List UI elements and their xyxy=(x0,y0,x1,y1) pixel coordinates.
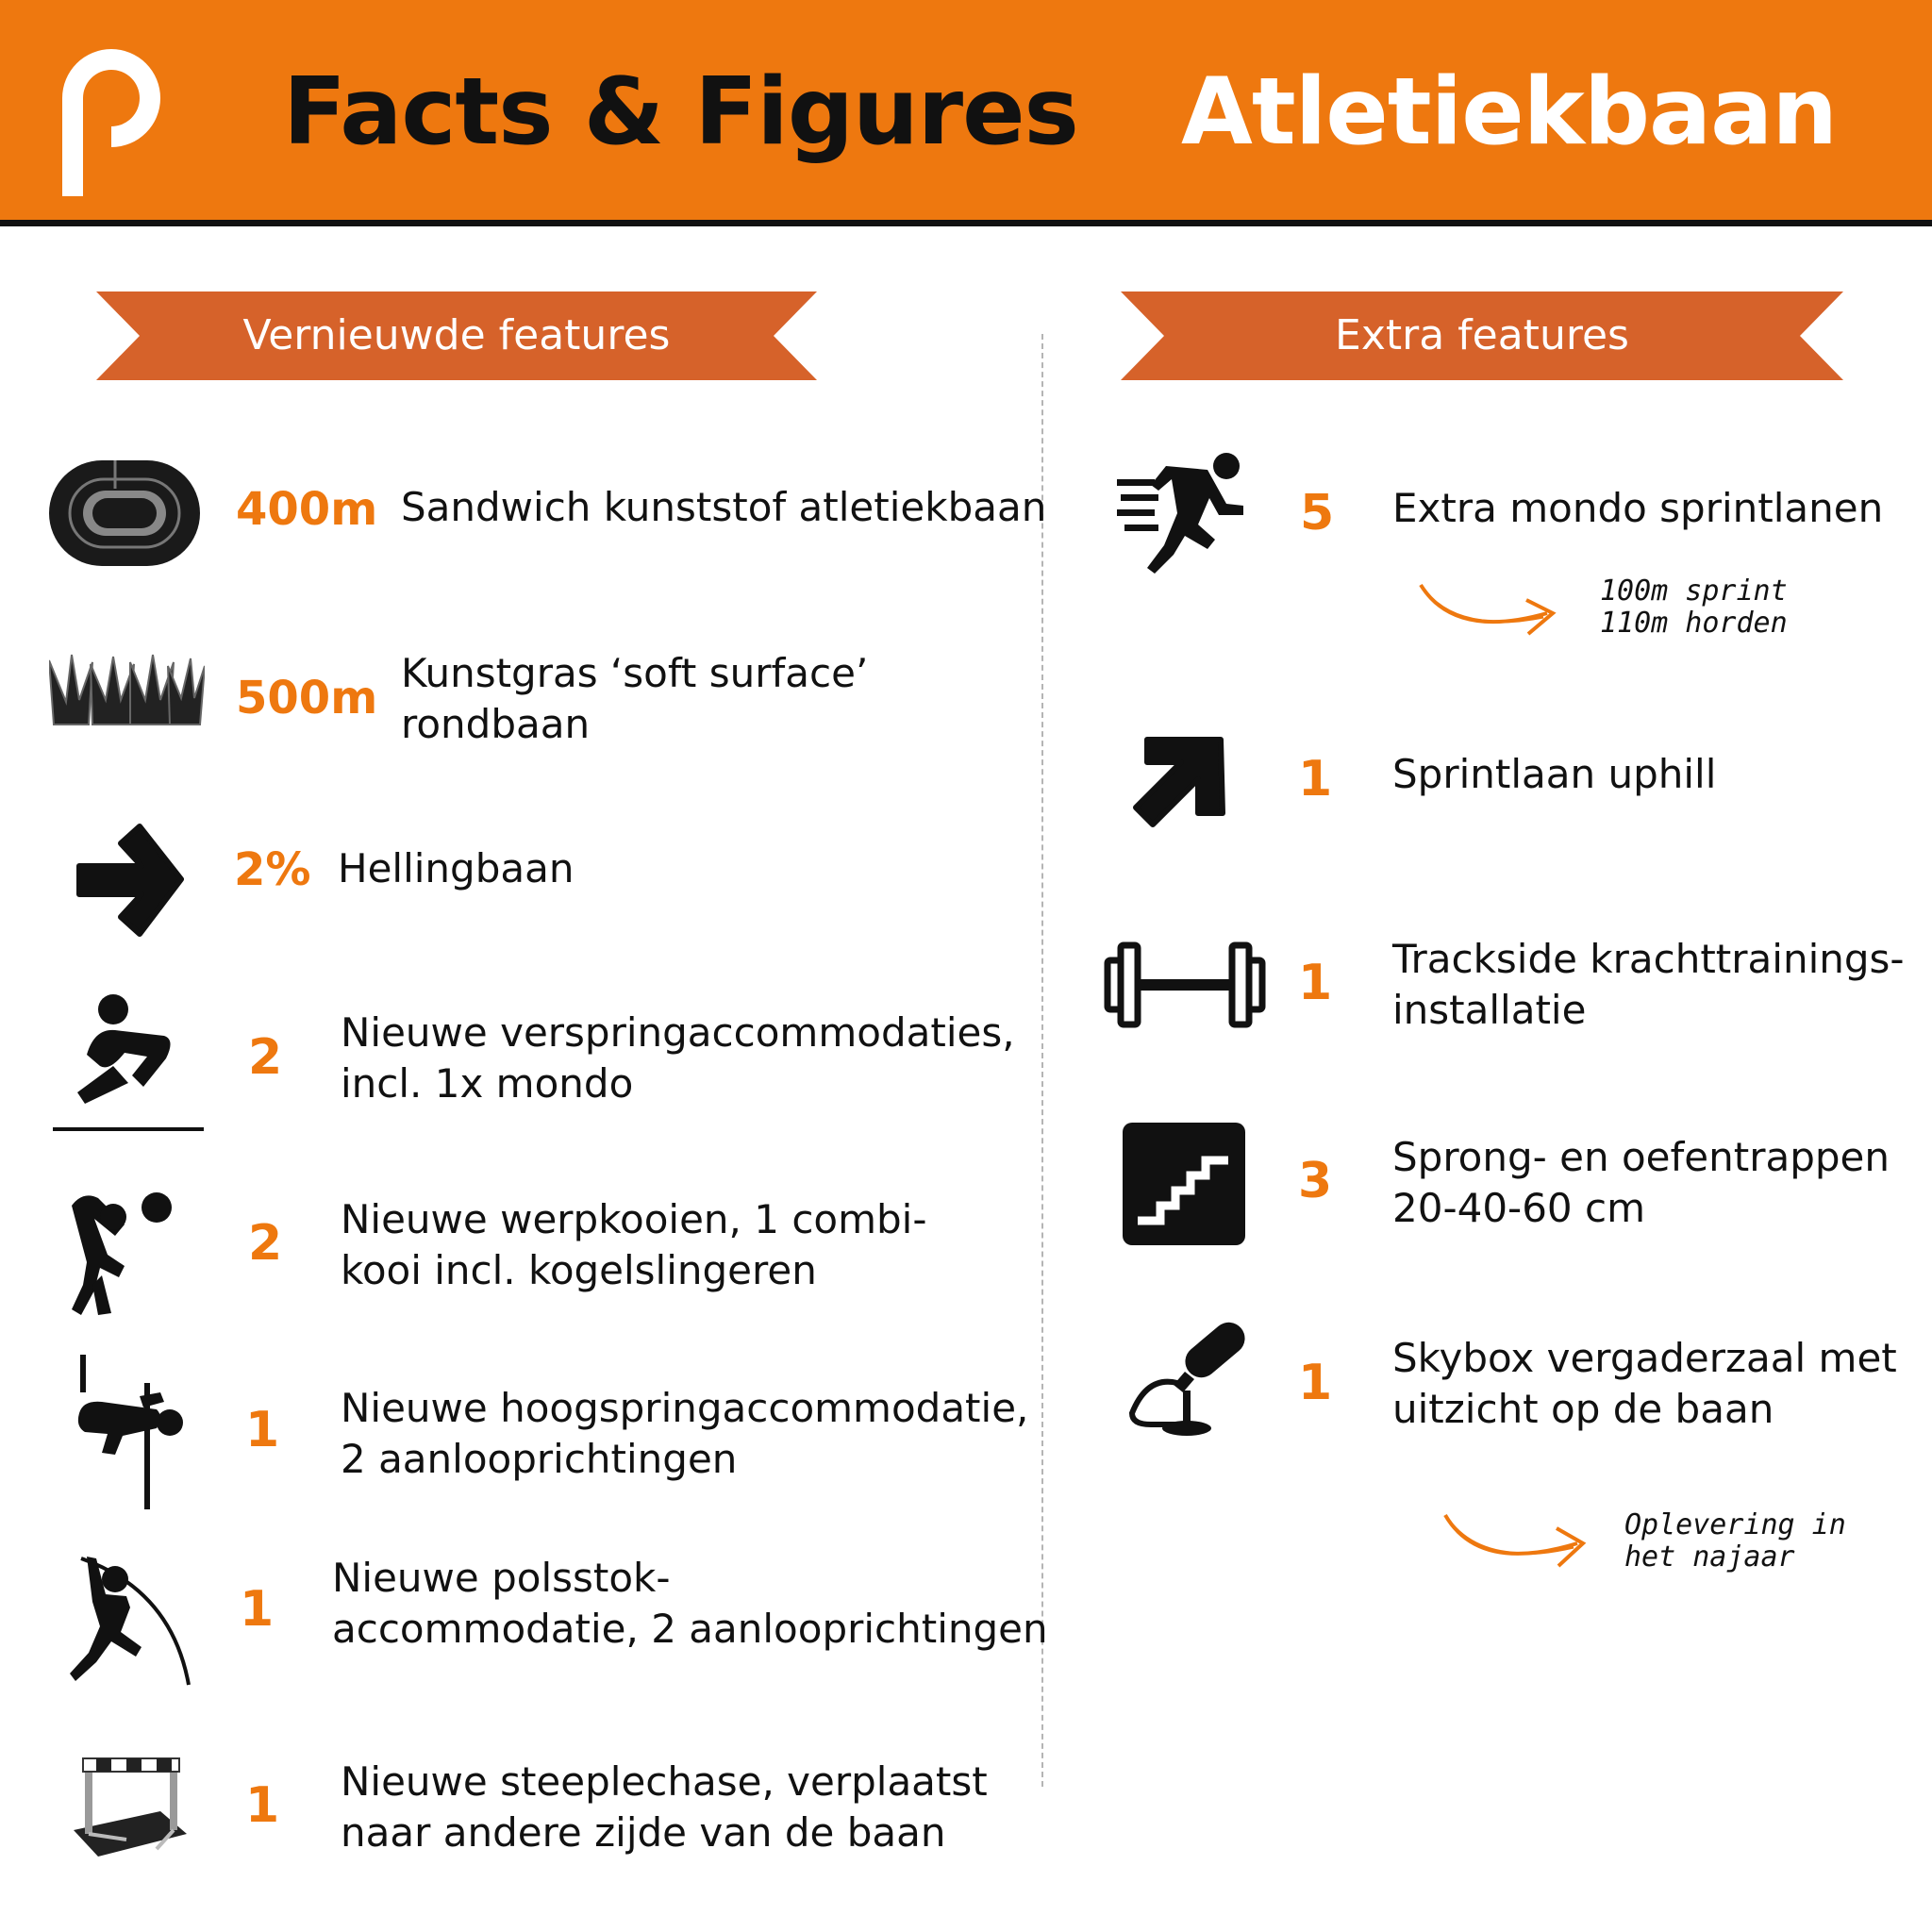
item-number: 1 xyxy=(1298,1355,1333,1411)
stairs-icon xyxy=(1123,1123,1245,1245)
item-number: 1 xyxy=(245,1777,280,1834)
item-text xyxy=(341,1383,1028,1485)
item-line: rondbaan xyxy=(401,701,591,747)
item-text xyxy=(1392,749,1716,800)
page-subtitle: Atletiekbaan xyxy=(1181,58,1838,166)
pole-vault-icon xyxy=(68,1553,192,1689)
item-line: Nieuwe hoogspringaccommodatie, xyxy=(341,1385,1029,1431)
item-text xyxy=(1392,1132,1890,1234)
item-line: Sandwich kunststof atletiekbaan xyxy=(401,484,1047,530)
microphone-icon xyxy=(1128,1319,1251,1438)
item-text xyxy=(341,1008,1015,1109)
arrow-up-right-icon xyxy=(1132,736,1228,828)
note-line: het najaar xyxy=(1624,1541,1795,1574)
item-line: 2 aanlooprichtingen xyxy=(341,1436,738,1482)
item-number: 2% xyxy=(234,843,311,896)
item-number: 400m xyxy=(236,483,378,536)
annotation-note xyxy=(1624,1509,1846,1574)
page-title: Facts & Figures xyxy=(283,58,1078,166)
header-banner xyxy=(0,0,1932,226)
item-line: Nieuwe verspringaccommodaties, xyxy=(341,1009,1015,1056)
p-logo-icon xyxy=(49,36,172,201)
item-line: Kunstgras ‘soft surface’ xyxy=(401,650,869,696)
item-number: 1 xyxy=(240,1581,275,1638)
thrower-icon xyxy=(70,1187,174,1317)
long-jump-icon xyxy=(53,992,206,1134)
item-number: 1 xyxy=(1298,751,1333,808)
item-line: Skybox vergaderzaal met xyxy=(1392,1335,1897,1381)
item-number: 3 xyxy=(1298,1153,1333,1209)
barbell-icon xyxy=(1104,940,1266,1030)
ribbon-left xyxy=(96,291,817,380)
item-line: Sprong- en oefentrappen xyxy=(1392,1134,1890,1180)
item-line: accommodatie, 2 aanlooprichtingen xyxy=(332,1606,1048,1652)
item-number: 500m xyxy=(236,672,378,724)
item-text xyxy=(1392,934,1905,1036)
item-text xyxy=(401,482,1046,533)
ribbon-right xyxy=(1121,291,1843,380)
item-number: 5 xyxy=(1300,485,1335,541)
item-number: 2 xyxy=(248,1029,283,1086)
section-heading-extra: Extra features xyxy=(1335,311,1629,359)
item-line: Hellingbaan xyxy=(338,845,575,891)
item-text xyxy=(401,648,868,750)
curved-arrow-icon xyxy=(1417,577,1558,643)
item-line: kooi incl. kogelslingeren xyxy=(341,1247,817,1293)
grass-icon xyxy=(49,653,205,728)
item-text xyxy=(1392,483,1883,534)
high-jump-icon xyxy=(74,1355,187,1509)
section-heading-vernieuwd: Vernieuwde features xyxy=(242,311,671,359)
arrow-right-icon xyxy=(74,823,185,941)
note-line: 100m sprint xyxy=(1600,575,1788,608)
item-line: Nieuwe polsstok- xyxy=(332,1555,671,1601)
item-line: naar andere zijde van de baan xyxy=(341,1809,946,1856)
item-text xyxy=(1392,1333,1897,1435)
item-text xyxy=(332,1553,1048,1655)
item-text xyxy=(341,1757,988,1858)
item-text xyxy=(341,1194,927,1296)
item-number: 1 xyxy=(1298,955,1333,1011)
item-line: Extra mondo sprintlanen xyxy=(1392,485,1884,531)
item-number: 1 xyxy=(245,1402,280,1458)
steeplechase-icon xyxy=(66,1755,192,1858)
annotation-note xyxy=(1600,575,1788,640)
item-line: uitzicht op de baan xyxy=(1392,1386,1774,1432)
item-text xyxy=(338,843,574,894)
item-line: Nieuwe werpkooien, 1 combi- xyxy=(341,1196,927,1242)
item-line: 20-40-60 cm xyxy=(1392,1185,1645,1231)
item-line: incl. 1x mondo xyxy=(341,1060,634,1107)
track-icon xyxy=(49,460,200,566)
note-line: Oplevering in xyxy=(1624,1508,1846,1541)
note-line: 110m horden xyxy=(1600,607,1788,640)
item-line: Nieuwe steeplechase, verplaatst xyxy=(341,1758,988,1805)
curved-arrow-icon xyxy=(1441,1507,1589,1577)
sprinter-icon xyxy=(1117,451,1249,579)
item-number: 2 xyxy=(248,1215,283,1272)
item-line: Trackside krachttrainings- xyxy=(1392,936,1905,982)
item-line: installatie xyxy=(1392,987,1587,1033)
item-line: Sprintlaan uphill xyxy=(1392,751,1717,797)
